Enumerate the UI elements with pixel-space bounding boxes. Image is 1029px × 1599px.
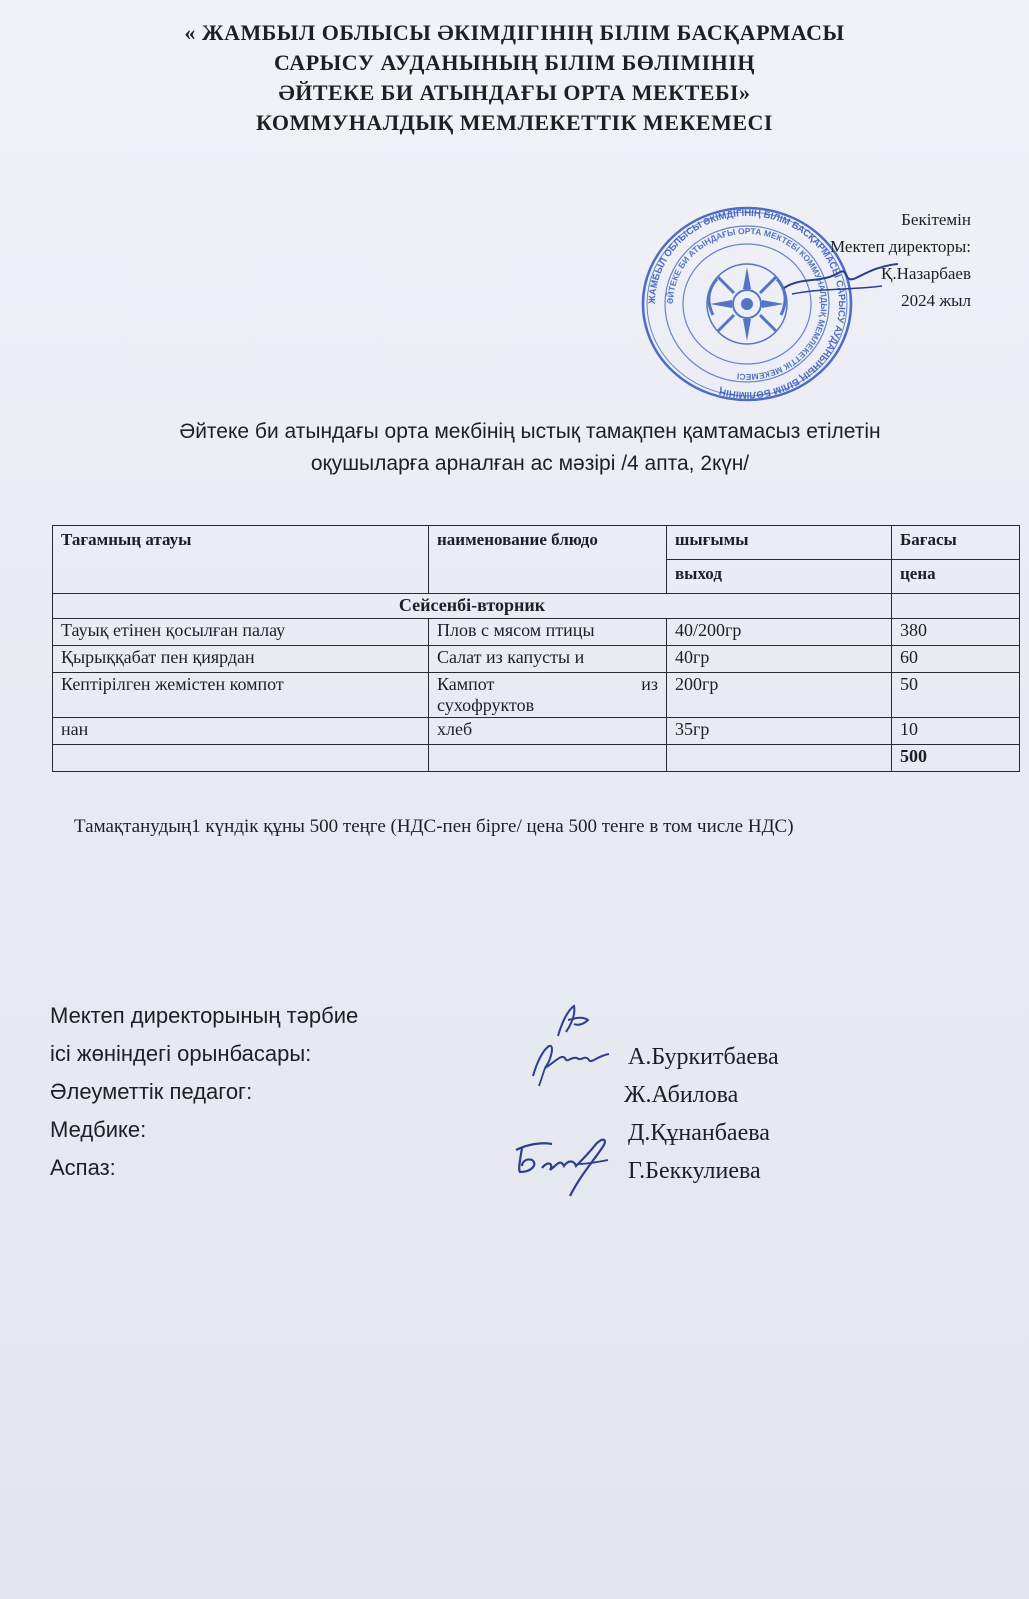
seal-outer-text: ЖАМБЫЛ ОБЛЫСЫ ӘКІМДІГІНІҢ БІЛІМ БАСҚАРМАСЫ САРЫСУ АУДАНЫНЫҢ БІЛІМ БӨЛІМІНІҢ — [646, 207, 848, 401]
dish-yield: 40/200гр — [667, 619, 892, 646]
header-line-2: САРЫСУ АУДАНЫНЫҢ БІЛІМ БӨЛІМІНІҢ — [274, 50, 755, 75]
name-deputy: А.Буркитбаева — [628, 1044, 779, 1070]
total-price: 500 — [892, 745, 1020, 772]
table-row — [53, 619, 1020, 646]
dish-name-ru-word-b: из — [641, 674, 658, 694]
approval-director-name: Қ.Назарбаев — [881, 264, 971, 283]
dish-name-ru: Плов с мясом птицы — [429, 619, 667, 646]
header-yield-ru: выход — [667, 560, 892, 594]
menu-title — [60, 416, 1000, 480]
dish-yield: 200гр — [667, 673, 892, 718]
day-row — [53, 594, 1020, 619]
name-social-pedagogue: Ж.Абилова — [624, 1082, 739, 1108]
signers-roles — [50, 997, 358, 1187]
name-nurse: Д.Құнанбаева — [628, 1120, 770, 1146]
daily-cost-note: Тамақтанудың1 күндік құны 500 теңге (НДС-пен бірге/ цена 500 тенге в том числе НДС) — [74, 816, 794, 837]
header-name-ru: наименование блюдо — [429, 526, 667, 594]
dish-name-kz: Кептірілген жемістен компот — [53, 673, 429, 718]
dish-price: 60 — [892, 646, 1020, 673]
director-signature — [782, 258, 902, 302]
header-line-4: КОММУНАЛДЫҚ МЕМЛЕКЕТТІК МЕКЕМЕСІ — [256, 110, 773, 135]
header-name-kz: Тағамның атауы — [53, 526, 429, 594]
dish-name-kz: Тауық етінен қосылған палау — [53, 619, 429, 646]
total-row — [53, 745, 1020, 772]
table-row — [53, 673, 1020, 718]
dish-name-kz: нан — [53, 718, 429, 745]
document-header — [0, 18, 1029, 138]
approval-position: Мектеп директоры: — [830, 237, 971, 256]
dish-name-ru-line-2: сухофруктов — [437, 695, 535, 715]
dish-price: 10 — [892, 718, 1020, 745]
dish-yield: 40гр — [667, 646, 892, 673]
dish-name-ru: Салат из капусты и — [429, 646, 667, 673]
total-empty-2 — [429, 745, 667, 772]
header-line-3: ӘЙТЕКЕ БИ АТЫНДАҒЫ ОРТА МЕКТЕБІ» — [278, 80, 751, 105]
day-label: Сейсенбі-вторник — [53, 594, 892, 619]
table-header-row — [53, 526, 1020, 560]
seal-inner-text: ӘЙТЕКЕ БИ АТЫНДАҒЫ ОРТА МЕКТЕБІ КОММУНАЛДЫҚ МЕМЛЕКЕТТІК МЕКЕМЕСІ — [664, 225, 830, 383]
table-row — [53, 718, 1020, 745]
table-row — [53, 646, 1020, 673]
menu-table — [52, 525, 1020, 772]
dish-name-ru — [429, 673, 667, 718]
header-price-kz: Бағасы — [892, 526, 1020, 560]
role-deputy-line-1: Мектеп директорының тәрбие — [50, 1003, 359, 1028]
approval-year: 2024 жыл — [901, 291, 971, 310]
header-yield-kz: шығымы — [667, 526, 892, 560]
dish-name-ru-line-1 — [437, 674, 658, 695]
dish-name-ru: хлеб — [429, 718, 667, 745]
total-empty-1 — [53, 745, 429, 772]
day-empty-cell — [892, 594, 1020, 619]
approval-label: Бекітемін — [901, 210, 971, 229]
menu-title-line-2: оқушыларға арналған ас мәзірі /4 апта, 2күн/ — [310, 452, 750, 475]
dish-price: 380 — [892, 619, 1020, 646]
header-line-1: « ЖАМБЫЛ ОБЛЫСЫ ӘКІМДІГІНІҢ БІЛІМ БАСҚАРМАСЫ — [184, 20, 845, 45]
dish-name-kz: Қырыққабат пен қиярдан — [53, 646, 429, 673]
name-cook: Г.Беккулиева — [628, 1158, 761, 1184]
signature-cook — [508, 1130, 618, 1200]
dish-name-ru-word-a: Кампот — [437, 674, 495, 694]
signature-social-pedagogue — [525, 1036, 615, 1091]
signers-names — [624, 1038, 779, 1190]
header-price-ru: цена — [892, 560, 1020, 594]
role-nurse: Медбике: — [50, 1117, 147, 1142]
role-deputy-line-2: ісі жөніндегі орынбасары: — [50, 1041, 312, 1066]
total-empty-3 — [667, 745, 892, 772]
role-social-pedagogue: Әлеуметтік педагог: — [50, 1079, 253, 1104]
role-cook: Аспаз: — [50, 1155, 116, 1180]
dish-price: 50 — [892, 673, 1020, 718]
menu-title-line-1: Әйтеке би атындағы орта мекбінің ыстық тамақпен қамтамасыз етілетін — [179, 420, 881, 443]
dish-yield: 35гр — [667, 718, 892, 745]
